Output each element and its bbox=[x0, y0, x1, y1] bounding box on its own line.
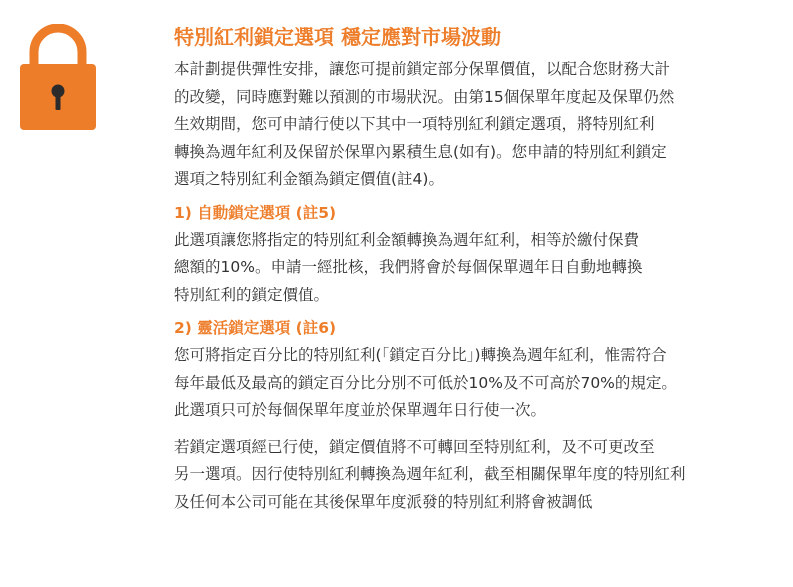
option2-heading: 2) 靈活鎖定選項 (註6) bbox=[174, 319, 337, 337]
padlock-keyhole-slot bbox=[56, 91, 61, 110]
closing-paragraph bbox=[174, 434, 786, 517]
padlock-shackle bbox=[34, 28, 82, 68]
intro-paragraph bbox=[174, 56, 786, 194]
option1-line: 此選項讓您將指定的特別紅利金額轉換為週年紅利，相等於繳付保費 bbox=[174, 230, 640, 249]
option2-line: 此選項只可於每個保單年度並於保單週年日行使一次。 bbox=[174, 401, 547, 419]
option1-paragraph bbox=[174, 227, 786, 310]
option2-line: 每年最低及最高的鎖定百分比分別不可低於10%及不可高於70%的規定。 bbox=[174, 373, 677, 392]
closing-line: 若鎖定選項經已行使，鎖定價值將不可轉回至特別紅利，及不可更改至 bbox=[174, 437, 655, 456]
intro-line: 的改變，同時應對難以預測的市場狀況。由第15個保單年度起及保單仍然 bbox=[174, 87, 675, 106]
lock-in-option-section bbox=[174, 22, 786, 516]
section-title: 特別紅利鎖定選項 穩定應對市場波動 bbox=[174, 25, 501, 49]
option2-paragraph bbox=[174, 342, 786, 425]
padlock-icon bbox=[20, 24, 96, 130]
intro-line: 生效期間，您可申請行使以下其中一項特別紅利鎖定選項，將特別紅利 bbox=[174, 115, 655, 133]
option2-line: 您可將指定百分比的特別紅利(「鎖定百分比」)轉換為週年紅利，惟需符合 bbox=[174, 346, 667, 364]
intro-line: 轉換為週年紅利及保留於保單內累積生息(如有)。您申請的特別紅利鎖定 bbox=[174, 142, 667, 161]
text-fade-overlay bbox=[650, 528, 793, 587]
option1-line: 總額的10%。申請一經批核，我們將會於每個保單週年日自動地轉換 bbox=[174, 258, 643, 276]
intro-line: 選項之特別紅利金額為鎖定價值(註4)。 bbox=[174, 170, 444, 188]
closing-line: 另一選項。因行使特別紅利轉換為週年紅利，截至相關保單年度的特別紅利 bbox=[174, 465, 686, 483]
closing-line: 及任何本公司可能在其後保單年度派發的特別紅利將會被調低 bbox=[174, 492, 593, 511]
option1-heading: 1) 自動鎖定選項 (註5) bbox=[174, 203, 337, 222]
option1-line: 特別紅利的鎖定價值。 bbox=[174, 285, 330, 304]
intro-line: 本計劃提供彈性安排，讓您可提前鎖定部分保單價值，以配合您財務大計 bbox=[174, 60, 671, 78]
